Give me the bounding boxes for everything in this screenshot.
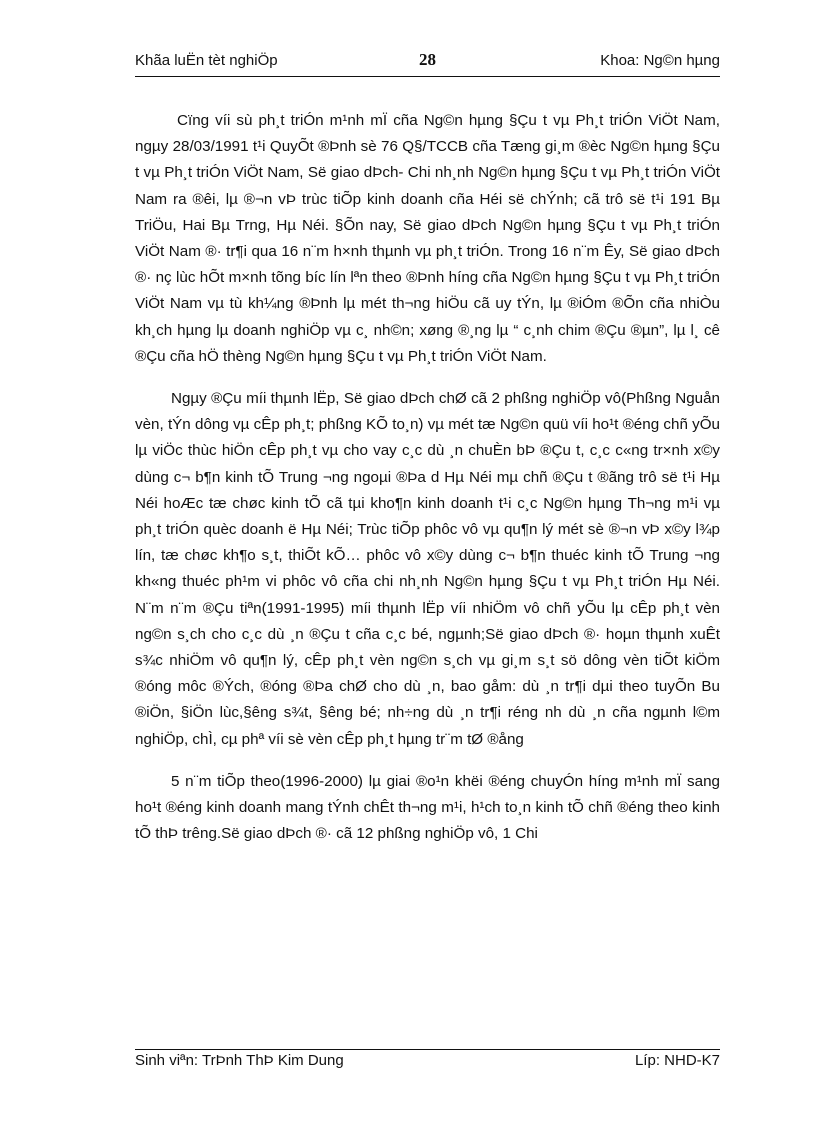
footer-student-name: Sinh viªn: TrÞnh ThÞ Kim Dung [135,1052,344,1069]
page-header [135,50,720,74]
page-footer [135,1052,720,1074]
header-thesis-label: Khãa luËn tèt nghiÖp [135,52,278,69]
page-number: 28 [419,50,436,69]
footer-divider [135,1049,720,1050]
paragraph-2: Ngµy ®Çu míi thµnh lËp, Së giao dÞch chØ cã 2 phßng nghiÖp vô(Phßng Nguån vèn, tÝn dông vµ cÊp ph¸t; phßng KÕ to¸n) vµ mét tæ Ng©n quü víi ho¹t ®éng chñ yÕu lµ viÖc thùc hiÖn cÊp ph¸t vµ cho vay c¸c dù ¸n chuÈn bÞ ®Çu t, c¸c c«ng tr×nh x©y dùng c¬ b¶n kinh tÕ Trung ¬ng ngoµi ®Þa d Hµ Néi mµ chñ ®Çu t ®ãng trô së t¹i Hµ Néi hoÆc tæ chøc kinh tÕ cã tµi kho¶n kinh doanh t¹i c¸c Ng©n hµng Th¬ng m¹i vµ ph¸t triÓn quèc doanh ë Hµ Néi; Trùc tiÕp phôc vô vµ qu¶n lý mét sè ®¬n vÞ x©y l¾p lín, tæ chøc kh¶o s¸t, thiÕt kÕ… phôc vô x©y dùng c¬ b¶n thuéc kinh tÕ Trung ¬ng kh«ng thuéc ph¹m vi phôc vô cña chi nh¸nh Ng©n hµng §Çu t vµ Ph¸t triÓn Hµ Néi. N¨m n¨m ®Çu tiªn(1991-1995) míi thµnh lËp víi nhiÖm vô chñ yÕu lµ cÊp ph¸t vèn ng©n s¸ch cho c¸c dù ¸n ®Çu t cña c¸c bé, ngµnh;Së giao dÞch ®· hoµn thµnh xuÊt s¾c nhiÖm vô qu¶n lý, cÊp ph¸t vèn ng©n s¸ch vµ gi¸m s¸t sö dông vèn tiÕt kiÖm ®óng môc ®Ých, ®óng ®Þa chØ cho dù ¸n, bao gåm: dù ¸n tr¶i dµi theo tuyÕn Bu ®iÖn, §iÖn lùc,§êng s¾t, §êng bé; nh÷ng dù ¸n tr¶i réng nh dù ¸n cña ngµnh l©m nghiÖp, chÌ, cµ phª víi sè vèn cÊp ph¸t hµng tr¨m tØ ®ång [135,390,720,748]
paragraph-1: Cïng víi sù ph¸t triÓn m¹nh mÏ cña Ng©n hµng §Çu t vµ Ph¸t triÓn ViÖt Nam, ngµy 28/03/1991 t¹i QuyÕt ®Þnh sè 76 Q§/TCCB cña Tæng gi¸m ®èc Ng©n hµng §Çu t vµ Ph¸t triÓn ViÖt Nam, Së giao dÞch- Chi nh¸nh Ng©n hµng §Çu t vµ Ph¸t triÓn ViÖt Nam ra ®êi, lµ ®¬n vÞ trùc tiÕp kinh doanh cña Héi së chÝnh; cã trô së t¹i 191 Bµ TriÖu, Hai Bµ Trng, Hµ Néi. §Õn nay, Së giao dÞch Ng©n hµng §Çu t vµ Ph¸t triÓn ViÖt Nam ®· tr¶i qua 16 n¨m h×nh thµnh vµ ph¸t triÓn. Trong 16 n¨m Êy, Së giao dÞch ®· nç lùc hÕt m×nh tõng bíc lín lªn theo ®Þnh híng cña Ng©n hµng §Çu t vµ Ph¸t triÓn ViÖt Nam vµ tù kh¼ng ®Þnh lµ mét th¬ng hiÖu cã uy tÝn, lµ ®iÓm ®Õn cña nhiÒu kh¸ch hµng lµ doanh nghiÖp vµ c¸ nh©n; xøng ®¸ng lµ “ c¸nh chim ®Çu ®µn”, lµ l¸ cê ®Çu cña hÖ thèng Ng©n hµng §Çu t vµ Ph¸t triÓn ViÖt Nam. [135,112,720,365]
footer-class-label: Líp: NHD-K7 [634,1052,720,1069]
paragraph-3: 5 n¨m tiÕp theo(1996-2000) lµ giai ®o¹n khëi ®éng chuyÓn híng m¹nh mÏ sang ho¹t ®éng kinh doanh mang tÝnh chÊt th¬ng m¹i, h¹ch to¸n kinh tÕ chñ ®éng theo kinh tÕ thÞ trêng.Së giao dÞch ®· cã 12 phßng nghiÖp vô, 1 Chi [135,772,720,843]
header-faculty-label: Khoa: Ng©n hµng [600,52,720,69]
document-body [135,108,720,863]
header-divider [135,76,720,77]
